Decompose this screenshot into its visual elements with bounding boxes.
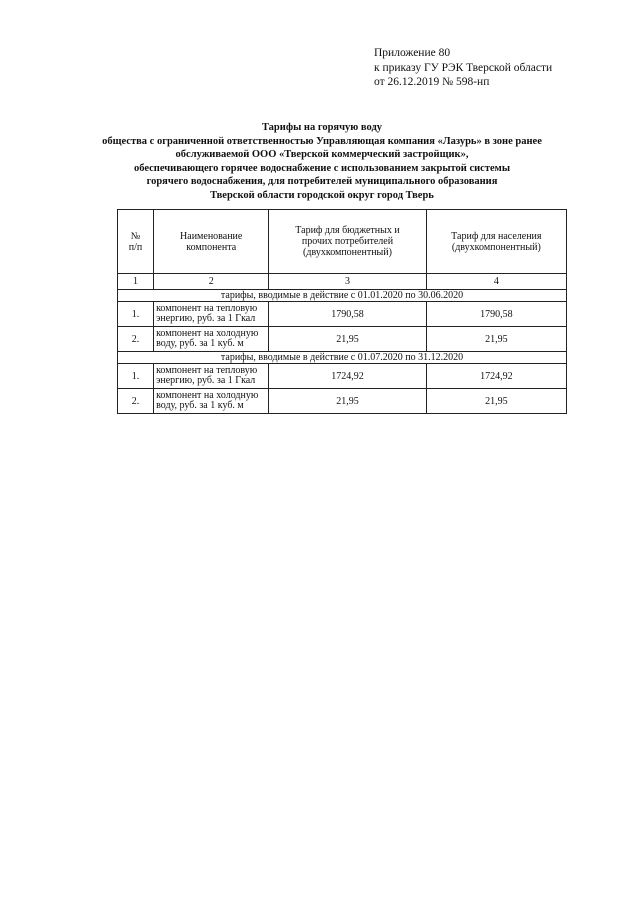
header-budget-tariff: Тариф для бюджетных и прочих потребителей (двухкомпонентный) [269, 210, 426, 274]
row-budget-tariff: 21,95 [269, 389, 426, 414]
row-component-name: компонент на тепловую энергию, руб. за 1 Гкал [154, 302, 269, 327]
appendix-date: от 26.12.2019 № 598-нп [374, 76, 490, 88]
title-line: Тверской области городской округ город Тверь [210, 189, 434, 201]
row-population-tariff: 21,95 [426, 327, 566, 352]
header-population-tariff: Тариф для населения (двухкомпонентный) [426, 210, 566, 274]
row-component-name: компонент на холодную воду, руб. за 1 куб. м [154, 389, 269, 414]
row-budget-tariff: 21,95 [269, 327, 426, 352]
title-line: обслуживаемой ООО «Тверской коммерческий застройщик», [175, 149, 469, 161]
table-row [118, 389, 567, 414]
document-title [100, 121, 544, 203]
table-row [118, 327, 567, 352]
title-line: горячего водоснабжения, для потребителей муниципального образования [146, 176, 498, 188]
row-number: 2. [118, 389, 154, 414]
table-row [118, 364, 567, 389]
header-number: № п/п [118, 210, 154, 274]
table-header-row [118, 210, 567, 274]
column-number: 4 [426, 274, 566, 290]
column-number: 2 [154, 274, 269, 290]
row-population-tariff: 1724,92 [426, 364, 566, 389]
row-number: 1. [118, 302, 154, 327]
appendix-order: к приказу ГУ РЭК Тверской области [374, 61, 553, 74]
column-number: 1 [118, 274, 154, 290]
header-component-name: Наименование компонента [154, 210, 269, 274]
row-budget-tariff: 1724,92 [269, 364, 426, 389]
row-component-name: компонент на тепловую энергию, руб. за 1 Гкал [154, 364, 269, 389]
row-component-name: компонент на холодную воду, руб. за 1 куб. м [154, 327, 269, 352]
row-number: 2. [118, 327, 154, 352]
row-number: 1. [118, 364, 154, 389]
tariff-table [117, 209, 567, 414]
title-line: обеспечивающего горячее водоснабжение с использованием закрытой системы [133, 162, 511, 174]
period-row [118, 290, 567, 302]
appendix-number: Приложение 80 [374, 47, 451, 59]
column-number: 3 [269, 274, 426, 290]
appendix-reference [374, 46, 624, 90]
row-population-tariff: 1790,58 [426, 302, 566, 327]
table-row [118, 302, 567, 327]
title-line: Тарифы на горячую воду [261, 122, 383, 133]
row-budget-tariff: 1790,58 [269, 302, 426, 327]
title-line: общества с ограниченной ответственностью Управляющая компания «Лазурь» в зоне ранее [102, 135, 542, 147]
period-label: тарифы, вводимые в действие с 01.07.2020 по 31.12.2020 [118, 352, 567, 364]
period-label: тарифы, вводимые в действие с 01.01.2020 по 30.06.2020 [118, 290, 567, 302]
period-row [118, 352, 567, 364]
column-numbers-row [118, 274, 567, 290]
row-population-tariff: 21,95 [426, 389, 566, 414]
